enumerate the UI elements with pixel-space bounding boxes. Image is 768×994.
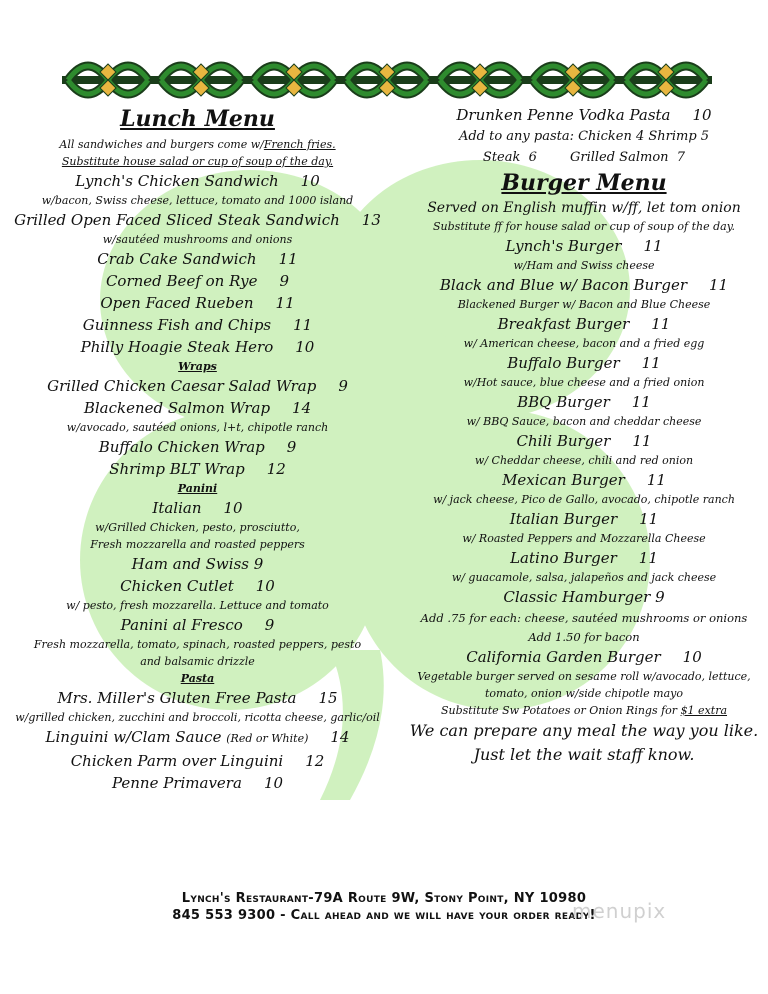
- item-description: w/ guacamole, salsa, jalapeños and jack cheese: [451, 571, 717, 584]
- lunch-substitute-note: Substitute house salad or cup of soup of the day.: [61, 155, 334, 168]
- item-description: w/ American cheese, bacon and a fried egg: [463, 337, 705, 350]
- pasta-addons: Add to any pasta: Chicken 4 Shrimp 5: [458, 129, 710, 144]
- item-description: w/avocado, sautéed onions, l+t, chipotle ranch: [66, 421, 329, 434]
- menu-item: Philly Hoagie Steak Hero 10: [80, 338, 315, 356]
- closing-line: Just let the wait staff know.: [473, 745, 695, 764]
- menu-item: Chicken Parm over Linguini 12: [70, 752, 325, 770]
- item-description: Blackened Burger w/ Bacon and Blue Cheese: [457, 298, 711, 311]
- celtic-knot-border: [62, 52, 712, 108]
- burger-menu-title: Burger Menu: [501, 170, 667, 196]
- footer-address: Lynch's Restaurant-79A Route 9W, Stony Point, NY 10980: [181, 891, 587, 906]
- menu-item: Linguini w/Clam Sauce (Red or White) 14: [45, 728, 350, 746]
- item-description: w/ jack cheese, Pico de Gallo, avocado, chipotle ranch: [433, 493, 735, 506]
- item-description: w/grilled chicken, zucchini and broccoli, ricotta cheese, garlic/oil: [15, 711, 380, 724]
- lunch-intro: All sandwiches and burgers come w/French fries.: [59, 138, 336, 151]
- menu-item: Classic Hamburger 9: [503, 588, 665, 606]
- menu-item: Lynch's Chicken Sandwich 10: [75, 172, 320, 190]
- item-description: Vegetable burger served on sesame roll w/avocado, lettuce,: [417, 670, 751, 683]
- menu-item: Grilled Chicken Caesar Salad Wrap 9: [47, 377, 348, 395]
- pasta-addons: Steak 6 Grilled Salmon 7: [482, 150, 686, 165]
- menupix-watermark: menupix: [572, 899, 667, 923]
- burger-menu-column: [400, 104, 768, 767]
- menu-item: Chili Burger 11: [516, 432, 652, 450]
- menu-item: California Garden Burger 10: [466, 648, 702, 666]
- menu-item: Penne Primavera 10: [111, 774, 284, 792]
- item-description: Fresh mozzarella, tomato, spinach, roasted peppers, pesto: [33, 638, 362, 651]
- menu-item: Grilled Open Faced Sliced Steak Sandwich 13: [14, 211, 381, 229]
- item-description: w/Grilled Chicken, pesto, prosciutto,: [95, 521, 300, 534]
- menu-item: Guinness Fish and Chips 11: [82, 316, 313, 334]
- lunch-menu-column: [0, 106, 395, 794]
- menu-item: Buffalo Burger 11: [507, 354, 661, 372]
- menu-item: Breakfast Burger 11: [497, 315, 671, 333]
- menu-item: Blackened Salmon Wrap 14: [83, 399, 312, 417]
- menu-item: Shrimp BLT Wrap 12: [109, 460, 286, 478]
- menu-item: Italian Burger 11: [509, 510, 659, 528]
- add-cheese-note: Add .75 for each: cheese, sautéed mushrooms or onions: [420, 611, 748, 625]
- menu-item: Crab Cake Sandwich 11: [97, 250, 298, 268]
- menu-item: Drunken Penne Vodka Pasta 10: [456, 106, 712, 124]
- lunch-menu-title: Lunch Menu: [120, 106, 275, 132]
- item-description: w/ pesto, fresh mozzarella. Lettuce and tomato: [66, 599, 329, 612]
- item-description: and balsamic drizzle: [140, 655, 255, 668]
- menu-item: Panini al Fresco 9: [120, 616, 275, 634]
- footer-phone: 845 553 9300 - Call ahead and we will have your order ready!: [172, 908, 596, 923]
- item-description: w/sautéed mushrooms and onions: [102, 233, 293, 246]
- wraps-header: Wraps: [178, 360, 217, 373]
- item-description: Fresh mozzarella and roasted peppers: [90, 538, 305, 551]
- menu-item: Italian 10: [152, 499, 243, 517]
- menu-item: Lynch's Burger 11: [505, 237, 663, 255]
- item-description: w/Ham and Swiss cheese: [513, 259, 655, 272]
- item-description: tomato, onion w/side chipotle mayo: [484, 687, 684, 700]
- menu-item: Latino Burger 11: [510, 549, 658, 567]
- menu-item: Corned Beef on Rye 9: [105, 272, 290, 290]
- closing-line: We can prepare any meal the way you like.: [409, 721, 759, 740]
- item-description: w/Hot sauce, blue cheese and a fried onion: [463, 376, 705, 389]
- menu-item: Mrs. Miller's Gluten Free Pasta 15: [57, 689, 338, 707]
- item-description: w/ Roasted Peppers and Mozzarella Cheese: [462, 532, 706, 545]
- pasta-header: Pasta: [180, 672, 215, 685]
- item-description: w/ BBQ Sauce, bacon and cheddar cheese: [466, 415, 702, 428]
- add-bacon-note: Add 1.50 for bacon: [528, 630, 640, 644]
- menu-item: Mexican Burger 11: [502, 471, 666, 489]
- side-substitute-note: Substitute Sw Potatoes or Onion Rings for $1 extra: [440, 704, 728, 717]
- menu-item: Black and Blue w/ Bacon Burger 11: [439, 276, 729, 294]
- menu-item: Chicken Cutlet 10: [120, 577, 275, 595]
- panini-header: Panini: [177, 482, 218, 495]
- menu-item: Open Faced Rueben 11: [100, 294, 295, 312]
- menu-item: Ham and Swiss 9: [131, 555, 264, 573]
- burger-substitute-note: Substitute ff for house salad or cup of soup of the day.: [433, 220, 735, 233]
- burger-served-note: Served on English muffin w/ff, let tom onion: [427, 200, 741, 216]
- item-description: w/bacon, Swiss cheese, lettuce, tomato and 1000 island: [41, 194, 354, 207]
- item-description: w/ Cheddar cheese, chili and red onion: [474, 454, 694, 467]
- menu-item: BBQ Burger 11: [517, 393, 651, 411]
- menu-item: Buffalo Chicken Wrap 9: [98, 438, 297, 456]
